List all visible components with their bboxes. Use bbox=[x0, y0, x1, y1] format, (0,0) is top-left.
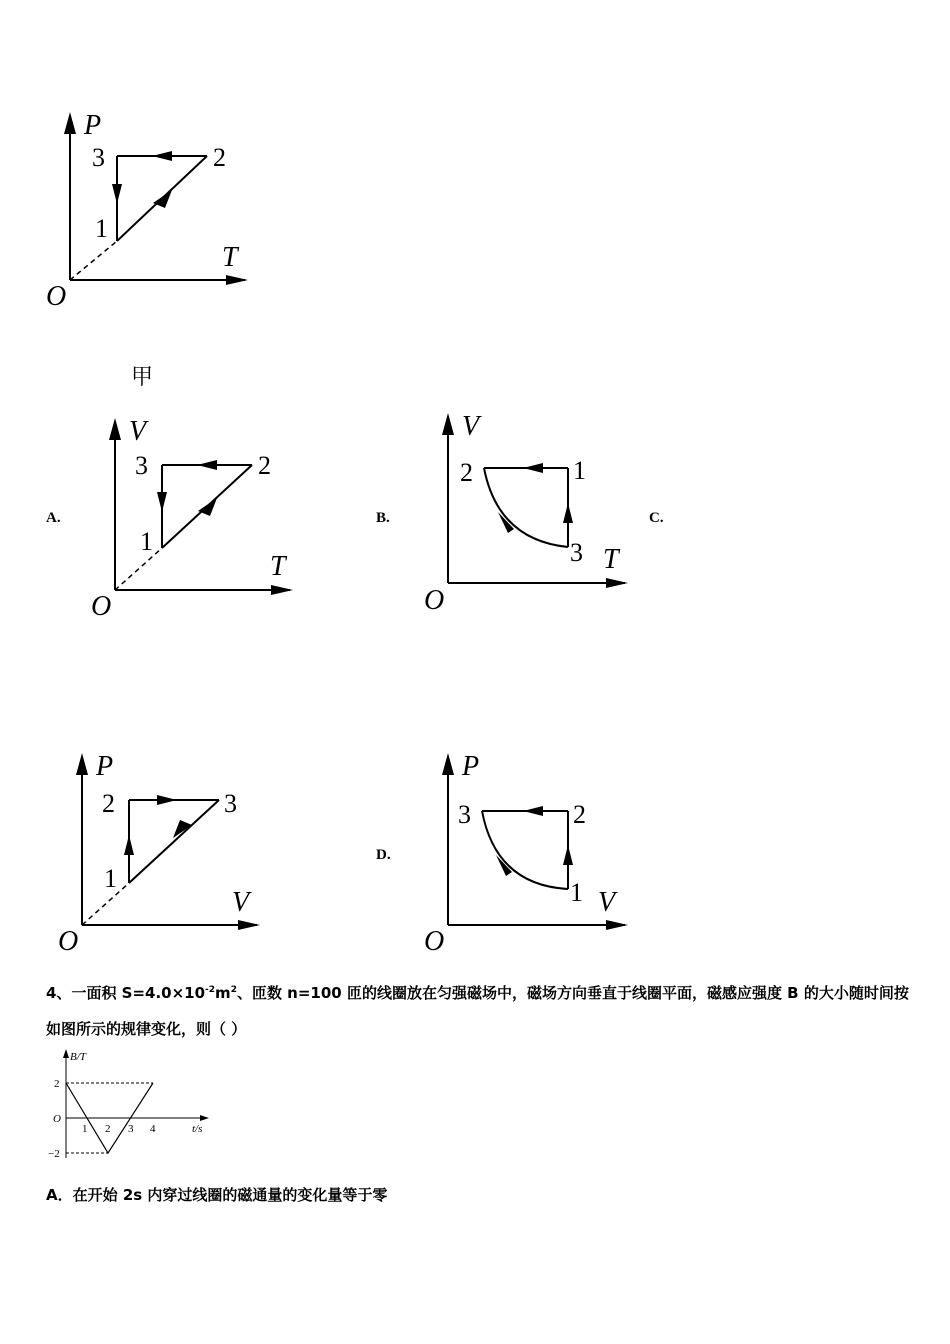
svg-text:1: 1 bbox=[573, 456, 586, 485]
b-t-graph bbox=[44, 1046, 214, 1166]
option-d-pv-diagram bbox=[420, 745, 640, 960]
option-c-pv-diagram bbox=[52, 745, 272, 960]
svg-text:2: 2 bbox=[258, 451, 271, 480]
svg-text:T: T bbox=[270, 551, 286, 582]
option-d-label[interactable]: D. bbox=[376, 847, 391, 863]
svg-text:2: 2 bbox=[54, 1078, 60, 1090]
svg-text:4: 4 bbox=[150, 1123, 156, 1135]
option-a-vt-diagram bbox=[85, 410, 305, 625]
axis-label-p: P bbox=[84, 110, 102, 141]
svg-text:2: 2 bbox=[102, 789, 115, 818]
svg-text:1: 1 bbox=[82, 1123, 88, 1135]
svg-text:2: 2 bbox=[573, 800, 586, 829]
svg-text:O: O bbox=[58, 926, 79, 957]
option-a-label[interactable]: A. bbox=[46, 510, 61, 526]
svg-text:1: 1 bbox=[95, 214, 108, 243]
svg-text:3: 3 bbox=[458, 800, 471, 829]
svg-text:3: 3 bbox=[128, 1123, 134, 1135]
svg-text:P: P bbox=[462, 751, 480, 782]
svg-text:2: 2 bbox=[460, 458, 473, 487]
svg-text:O: O bbox=[53, 1113, 61, 1125]
svg-text:V: V bbox=[598, 887, 616, 918]
svg-text:3: 3 bbox=[570, 538, 583, 567]
option-c-label[interactable]: C. bbox=[649, 510, 664, 526]
svg-text:3: 3 bbox=[92, 143, 105, 172]
choice-a[interactable] bbox=[46, 1177, 916, 1213]
figure-jia-pt-diagram bbox=[40, 100, 260, 315]
t-axis-label: t/s bbox=[192, 1123, 203, 1135]
question-4-text: 4、一面积 $S=4.0\times 10^{-2}m^2$、匝数 n=100 匝的线圈放在匀强磁场中，磁场方向垂直于线圈平面，磁感应强度 B 的大小随时间按如图所示的规律变化，则（ ） bbox=[46, 984, 909, 1038]
svg-text:1: 1 bbox=[140, 527, 153, 556]
svg-text:1: 1 bbox=[104, 864, 117, 893]
svg-text:O: O bbox=[91, 591, 112, 622]
b-axis-label: B/T bbox=[70, 1051, 86, 1063]
svg-text:T: T bbox=[603, 544, 619, 575]
svg-text:−2: −2 bbox=[48, 1148, 60, 1160]
svg-text:V: V bbox=[462, 411, 480, 442]
svg-text:3: 3 bbox=[224, 789, 237, 818]
option-b-vt-diagram bbox=[420, 405, 640, 620]
svg-text:V: V bbox=[129, 416, 147, 447]
svg-text:2: 2 bbox=[213, 143, 226, 172]
axis-label-t: T bbox=[222, 242, 238, 273]
option-b-label[interactable]: B. bbox=[376, 510, 390, 526]
svg-text:1: 1 bbox=[570, 878, 583, 907]
svg-text:2: 2 bbox=[105, 1123, 111, 1135]
figure-jia-caption: 甲 bbox=[131, 365, 154, 390]
svg-text:O: O bbox=[424, 585, 445, 616]
choice-a-text: 在开始 2s 内穿过线圈的磁通量的变化量等于零 bbox=[72, 1186, 388, 1204]
svg-text:P: P bbox=[96, 751, 114, 782]
svg-text:O: O bbox=[424, 926, 445, 957]
svg-text:3: 3 bbox=[135, 451, 148, 480]
choice-a-label: A． bbox=[46, 1186, 73, 1204]
svg-text:V: V bbox=[232, 887, 250, 918]
origin-label: O bbox=[46, 281, 67, 312]
